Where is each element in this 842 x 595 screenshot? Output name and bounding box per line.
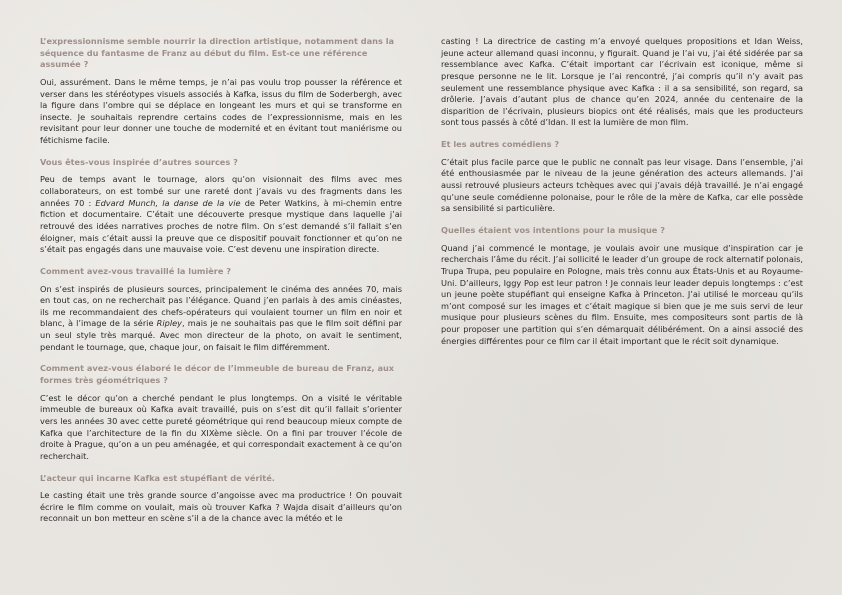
answer-paragraph-actor: Le casting était une très grande source d’angoisse avec ma productrice ! On pouvait écrire le film comme on voulait, mais où trouver Kafka ? Wajda disait d’ailleurs qu’on reconnait un bon metteur en scène s’il a de la chance avec la météo et le — [40, 490, 402, 524]
film-title-italic: Edvard Munch, la danse de la vie — [95, 197, 241, 208]
answer-paragraph-other-actors: C’était plus facile parce que le public ne connaît pas leur visage. Dans l’ensemble, j’ai été enthousiasmée par le niveau de la jeune génération des acteurs allemands. J’ai aussi retrouvé plusieurs acteurs tchèques avec qui j’avais déjà travaillé. Je n’ai engagé qu’une seule comédienne polonaise, pour le rôle de la mère de Kafka, car elle possède sa sensibilité si particulière. — [441, 156, 803, 214]
answer-text-segment: On s’est inspirés de plusieurs sources, principalement le cinéma des années 70, mais en tout cas, on ne recherchait pas l’élégance. Quand j’en parlais à des amis cinéastes, ils me recommandaient des chefs-opérateurs qui voulaient tourner un film en noir et blanc, à l’image de la série — [40, 283, 402, 329]
question-heading-decor: Comment avez-vous élaboré le décor de l’immeuble de bureau de Franz, aux formes très géométriques ? — [40, 363, 395, 386]
question-heading-expressionism: L’expressionnisme semble nourrir la direction artistique, notamment dans la séquence du fantasme de Franz au début du film. Est-ce une référence assumée ? — [40, 36, 395, 70]
answer-paragraph-expressionism: Oui, assurément. Dans le même temps, je n’ai pas voulu trop pousser la référence et verser dans les stéréotypes visuels associés à Kafka, issus du film de Soderbergh, avec la figure dans l’ombre qui se déplace en longeant les murs et qui se transforme en insecte. Je souhaitais reprendre certains codes de l’expressionnisme, mais en les revisitant pour leur donner une touche de modernité et en évitant tout maniérisme ou fétichisme facile. — [40, 76, 402, 146]
answer-paragraph-sources — [40, 174, 402, 255]
answer-text-segment: Peu de temps avant le tournage, alors qu’on visionnait des films avec mes collaborateurs, on est tombé sur une rareté dont j’avais vu des fragments dans les années 70 : — [40, 174, 402, 208]
answer-paragraph-actor-continued: casting ! La directrice de casting m’a envoyé quelques propositions et Idan Weiss, jeune acteur allemand quasi inconnu, y figurait. Quand je l’ai vu, j’ai été sidérée par sa ressemblance avec Kafka. C’était important car l’écrivain est iconique, même si presque personne ne le lit. Lorsque je l’ai rencontré, j’ai compris qu’il n’y avait pas seulement une ressemblance physique avec Kafka : il a sa sensibilité, son regard, sa drôlerie. J’avais d’autant plus de chance qu’en 2024, année du centenaire de la disparition de l’écrivain, plusieurs biopics ont été réalisés, mais que les producteurs sont tous passés à côté d’Idan. Il est la lumière de mon film. — [441, 36, 803, 128]
question-heading-music: Quelles étaient vos intentions pour la musique ? — [441, 224, 665, 235]
answer-paragraph-music: Quand j’ai commencé le montage, je voulais avoir une musique d’inspiration car je recherchais l’âme du récit. J’ai sollicité le leader d’un groupe de rock alternatif polonais, Trupa Trupa, peu populaire en Pologne, mais très connu aux États-Unis et au Royaume-Uni. D’ailleurs, Iggy Pop est leur patron ! Je connais leur leader depuis longtemps : c’est un jeune poète stupéfiant qui enseigne Kafka à Princeton. J’ai utilisé le morceau qu’ils m’ont composé sur les images et c’était magique si bien que je me suis servi de leur musique pour plusieurs scènes du film. Ensuite, mes compositeurs sont partis de là pour proposer une partition qui s’en démarquait délibérément. On a ainsi associé des énergies différentes pour ce film car il était important que le récit soit dynamique. — [441, 242, 803, 346]
answer-text-segment: de Peter Watkins, à mi-chemin entre fiction et documentaire. C’était une découverte presque mystique dans laquelle j’ai retrouvé des idées narratives proches de notre film. On s’est demandé s’il fallait s’en éloigner, mais c’était aussi la preuve que ce dispositif pouvait fonctionner et qu’on ne s’était pas engagés dans une mauvaise voie. C’est devenu une inspiration directe. — [40, 197, 402, 255]
answer-paragraph-light — [40, 284, 402, 354]
right-column — [441, 36, 803, 354]
answer-paragraph-decor: C’est le décor qu’on a cherché pendant le plus longtemps. On a visité le véritable immeuble de bureaux où Kafka avait travaillé, puis on s’est dit qu’il fallait s’orienter vers les années 30 avec cette pureté géométrique qui rend beaucoup mieux compte de Kafka que l’architecture de la fin du XIXème siècle. On a fini par trouver l’école de droite à Prague, qu’on a un peu aménagée, et qui correspondait exactement à ce qu’on recherchait. — [40, 392, 402, 461]
question-heading-actor: L’acteur qui incarne Kafka est stupéfiant de vérité. — [40, 472, 275, 483]
question-heading-other-actors: Et les autres comédiens ? — [441, 139, 560, 150]
question-heading-sources: Vous êtes-vous inspirée d’autres sources ? — [40, 156, 238, 167]
series-title-italic: Ripley — [156, 318, 182, 329]
left-column — [40, 36, 402, 533]
answer-text-segment: , mais je ne souhaitais pas que le film soit défini par un seul style très marqué. Avec mon directeur de la photo, on avait le sentiment, pendant le tournage, que, chaque jour, on faisait le film différemment. — [40, 318, 402, 352]
question-heading-light: Comment avez-vous travaillé la lumière ? — [40, 265, 231, 276]
